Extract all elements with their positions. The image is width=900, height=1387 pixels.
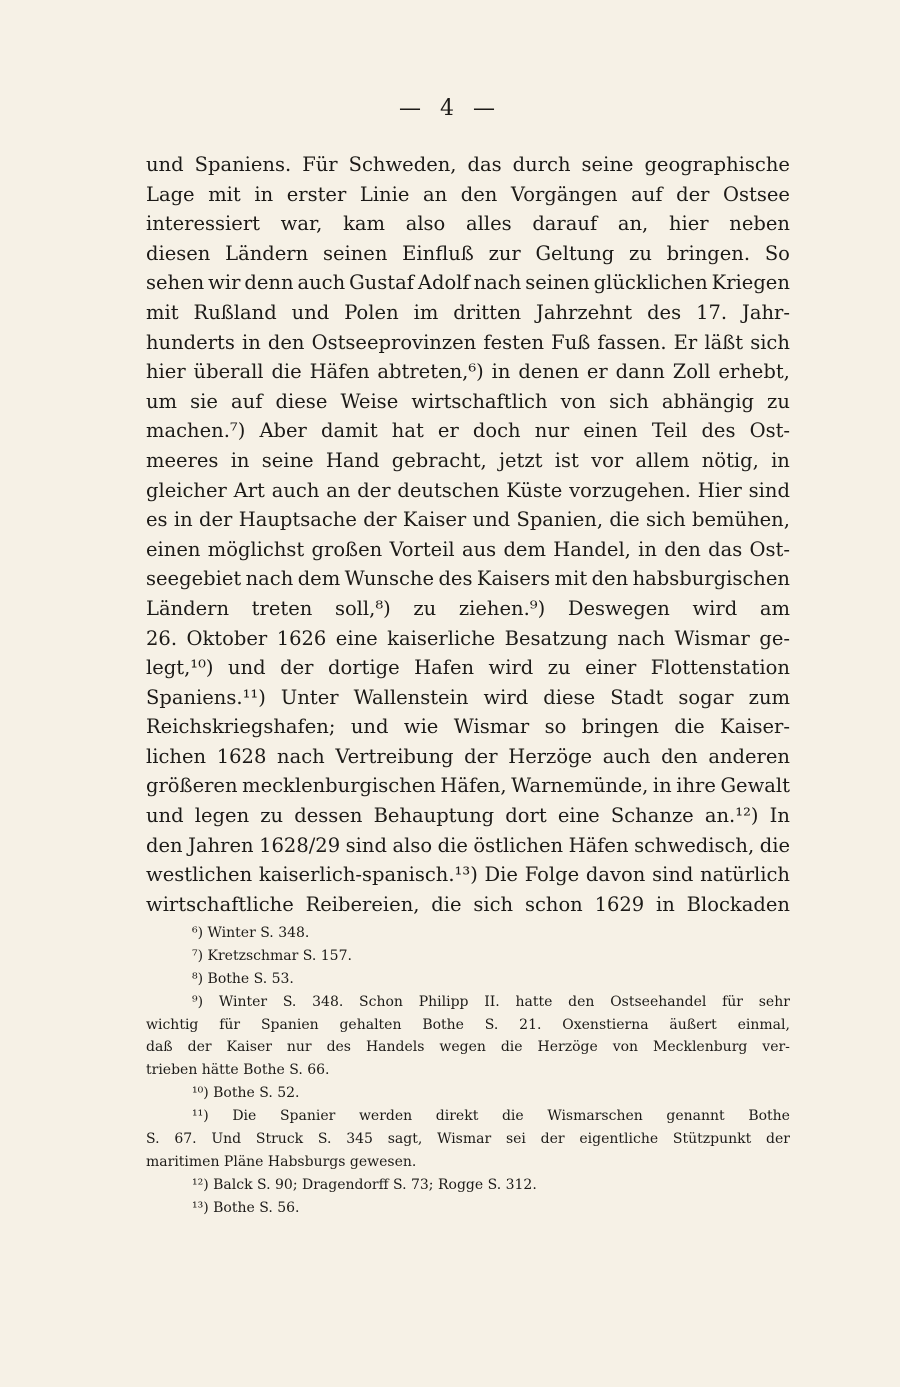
body-line: 26. Oktober 1626 eine kaiserliche Besatzung nach Wismar ge- <box>146 626 790 650</box>
body-line: hier überall die Häfen abtreten,⁶) in denen er dann Zoll erhebt, <box>146 360 790 384</box>
footnote-line: ¹¹) Die Spanier werden direkt die Wismarschen genannt Bothe <box>192 1108 790 1125</box>
footnote-line: ⁷) Kretzschmar S. 157. <box>192 947 352 964</box>
body-line: einen möglichst großen Vorteil aus dem Handel, in den das Ost- <box>146 537 790 561</box>
body-text <box>146 150 790 919</box>
body-line: gleicher Art auch an der deutschen Küste vorzugehen. Hier sind <box>146 478 790 502</box>
page-number: — 4 — <box>399 96 501 121</box>
body-line: diesen Ländern seinen Einfluß zur Geltung zu bringen. So <box>146 241 790 265</box>
body-line: und Spaniens. Für Schweden, das durch seine geographische <box>146 153 790 176</box>
body-line: westlichen kaiserlich-spanisch.¹³) Die Folge davon sind natürlich <box>146 863 790 887</box>
body-line: legt,¹⁰) und der dortige Hafen wird zu einer Flottenstation <box>146 656 790 680</box>
footnote-line: daß der Kaiser nur des Handels wegen die Herzöge von Mecklenburg ver- <box>146 1039 790 1056</box>
footnote-line: ¹²) Balck S. 90; Dragendorff S. 73; Rogge S. 312. <box>192 1176 537 1193</box>
footnote-line: ⁸) Bothe S. 53. <box>192 970 294 987</box>
footnote-line: ¹⁰) Bothe S. 52. <box>192 1085 300 1102</box>
footnotes <box>146 922 790 1220</box>
body-line: interessiert war, kam also alles darauf an, hier neben <box>146 212 790 236</box>
body-line: machen.⁷) Aber damit hat er doch nur einen Teil des Ost- <box>146 419 790 443</box>
body-line: Lage mit in erster Linie an den Vorgängen auf der Ostsee <box>146 182 790 206</box>
footnote-line: ⁹) Winter S. 348. Schon Philipp II. hatte den Ostseehandel für sehr <box>192 993 790 1010</box>
body-line: Spaniens.¹¹) Unter Wallenstein wird diese Stadt sogar zum <box>146 685 790 709</box>
body-line: um sie auf diese Weise wirtschaftlich von sich abhängig zu <box>146 389 790 413</box>
body-line: sehen wir denn auch Gustaf Adolf nach seinen glücklichen Kriegen <box>146 271 790 295</box>
footnote-line: S. 67. Und Struck S. 345 sagt, Wismar sei der eigentliche Stützpunkt der <box>146 1131 790 1148</box>
footnote-line: ⁶) Winter S. 348. <box>192 925 310 941</box>
body-line: Reichskriegshafen; und wie Wismar so bringen die Kaiser- <box>146 715 790 739</box>
body-line: größeren mecklenburgischen Häfen, Warnemünde, in ihre Gewalt <box>146 774 790 798</box>
body-line: hunderts in den Ostseeprovinzen festen Fuß fassen. Er läßt sich <box>146 330 790 354</box>
body-line: Ländern treten soll,⁸) zu ziehen.⁹) Deswegen wird am <box>146 596 790 620</box>
body-line: lichen 1628 nach Vertreibung der Herzöge auch den anderen <box>146 744 790 768</box>
body-line: mit Rußland und Polen im dritten Jahrzehnt des 17. Jahr- <box>146 300 790 324</box>
body-line: es in der Hauptsache der Kaiser und Spanien, die sich bemühen, <box>146 508 790 532</box>
footnote-line: maritimen Pläne Habsburgs gewesen. <box>146 1153 417 1170</box>
footnote-line: trieben hätte Bothe S. 66. <box>146 1062 330 1079</box>
body-line: meeres in seine Hand gebracht, jetzt ist vor allem nötig, in <box>146 448 790 472</box>
body-line: den Jahren 1628/29 sind also die östlichen Häfen schwedisch, die <box>146 833 790 857</box>
footnote-line: ¹³) Bothe S. 56. <box>192 1199 300 1216</box>
body-line: wirtschaftliche Reibereien, die sich schon 1629 in Blockaden <box>146 892 790 916</box>
body-line: seegebiet nach dem Wunsche des Kaisers mit den habsburgischen <box>146 567 790 591</box>
body-line: und legen zu dessen Behauptung dort eine Schanze an.¹²) In <box>146 804 790 828</box>
footnote-line: wichtig für Spanien gehalten Bothe S. 21. Oxenstierna äußert einmal, <box>146 1016 790 1033</box>
